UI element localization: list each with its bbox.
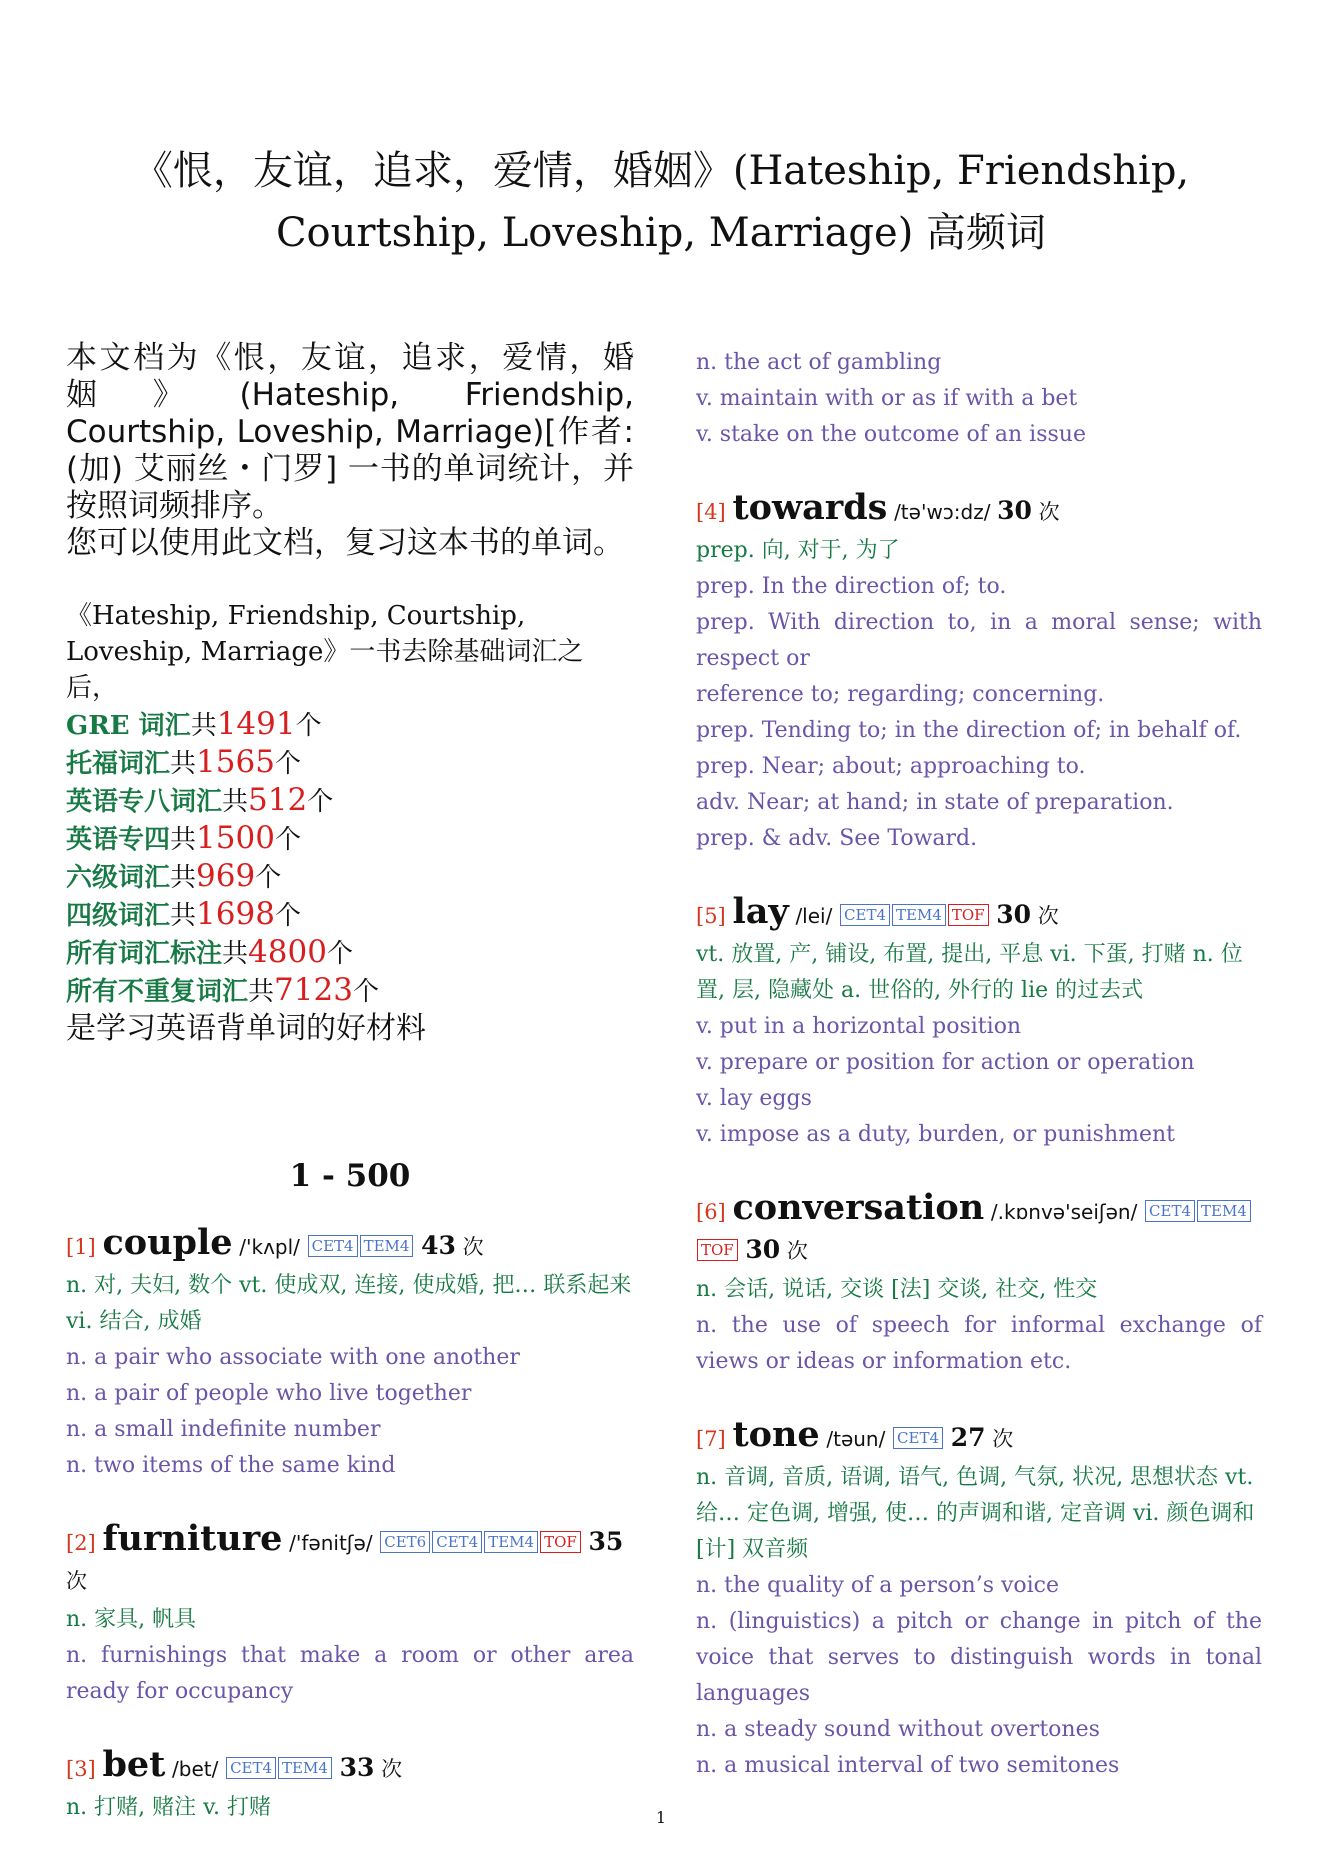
word-entry	[696, 1189, 1262, 1380]
stat-label: 四级词汇	[66, 901, 171, 931]
entry-header	[66, 1746, 634, 1788]
stat-label: 六级词汇	[66, 863, 171, 893]
entry-count-unit: 次	[66, 1569, 87, 1593]
stat-gong: 共	[222, 939, 249, 969]
stat-line	[66, 858, 634, 896]
entry-count-unit: 次	[992, 1427, 1014, 1451]
level-tag: CET4	[432, 1531, 482, 1553]
word-entry	[66, 1224, 634, 1484]
entry-header	[66, 1224, 634, 1266]
entry-header	[696, 1189, 1262, 1270]
word-entry	[696, 489, 1262, 857]
stat-unit: 个	[352, 977, 379, 1007]
entry-english-definition: reference to; regarding; concerning.	[696, 682, 1105, 707]
stat-line	[66, 706, 634, 744]
entry-english-definition: n. a musical interval of two semitones	[696, 1753, 1120, 1778]
stat-unit: 个	[255, 863, 282, 893]
stat-unit: 个	[326, 939, 353, 969]
stat-number: 969	[196, 858, 256, 894]
level-tag: TOF	[948, 904, 989, 926]
entry-count: 35	[588, 1527, 624, 1556]
entry-pronunciation: /lei/	[795, 904, 833, 928]
stats-list	[66, 706, 634, 1010]
stat-unit: 个	[274, 749, 301, 779]
stats-block	[66, 598, 634, 1048]
entry-english-definition: prep. Near; about; approaching to.	[696, 754, 1086, 779]
entry-count-unit: 次	[1038, 500, 1060, 524]
page-number: 1	[655, 1808, 667, 1827]
entry-index: [2]	[66, 1531, 96, 1555]
entry-english-definition: n. two items of the same kind	[66, 1453, 396, 1478]
stat-unit: 个	[274, 825, 301, 855]
level-tag: CET4	[226, 1757, 276, 1779]
stat-gong: 共	[170, 749, 197, 779]
stat-label: 英语专四	[66, 825, 171, 855]
entry-english-definition: n. the use of speech for informal exchange of views or ideas or information etc.	[696, 1313, 1262, 1374]
stat-label: 所有词汇标注	[66, 939, 223, 969]
level-tag: TEM4	[1197, 1200, 1251, 1222]
stat-number: 512	[248, 782, 308, 818]
entry-english-definition: prep. With direction to, in a moral sense; with respect or	[696, 610, 1262, 671]
entry-index: [7]	[696, 1427, 726, 1451]
book-sentence: 《Hateship, Friendship, Courtship, Loveship, Marriage》一书去除基础词汇之后，	[66, 601, 584, 703]
closing-line: 是学习英语背单词的好材料	[66, 1011, 426, 1046]
stat-gong: 共	[248, 977, 275, 1007]
entry-word: tone	[732, 1414, 820, 1455]
entry-index: [5]	[696, 904, 726, 928]
entry-count-unit: 次	[462, 1235, 484, 1259]
level-tag: TOF	[540, 1531, 581, 1553]
level-tag: CET4	[893, 1427, 943, 1449]
entry-english-definition: adv. Near; at hand; in state of preparation.	[696, 790, 1174, 815]
entry-chinese-definition: n. 打赌, 赌注 v. 打赌	[66, 1795, 271, 1820]
stat-number: 7123	[274, 972, 353, 1008]
level-tag: TEM4	[484, 1531, 538, 1553]
entry-word: lay	[732, 891, 789, 932]
entry-pronunciation: /bet/	[172, 1757, 219, 1781]
entry-word: conversation	[732, 1187, 985, 1228]
entry-english-definition: prep. Tending to; in the direction of; in behalf of.	[696, 718, 1242, 743]
stat-line	[66, 744, 634, 782]
stat-label: 托福词汇	[66, 749, 171, 779]
entry-word: furniture	[102, 1518, 283, 1559]
level-tag: CET4	[1145, 1200, 1195, 1222]
entry-pronunciation: /'kʌpl/	[239, 1235, 300, 1259]
stat-number: 1500	[196, 820, 275, 856]
entry-3-continued	[696, 345, 1262, 453]
level-tag: TEM4	[892, 904, 946, 926]
entry-english-definition: prep. In the direction of; to.	[696, 574, 1007, 599]
entry-header	[696, 893, 1262, 935]
entry-english-definition: prep. & adv. See Toward.	[696, 826, 978, 851]
entry-chinese-definition: n. 音调, 音质, 语调, 语气, 色调, 气氛, 状况, 思想状态 vt. 给… 定色调, 增强, 使… 的声调和谐, 定音调 vi. 颜色调和 [计] 双音频	[696, 1465, 1255, 1562]
entry-english-definition: v. impose as a duty, burden, or punishment	[696, 1122, 1176, 1147]
entry-chinese-definition: n. 家具, 帆具	[66, 1607, 197, 1632]
intro-paragraph: 本文档为《恨，友谊，追求，爱情，婚姻》(Hateship, Friendship, Courtship, Loveship, Marriage)[作者: (加) 艾丽丝・门罗] 一书的单词统计，并按照词频排序。	[66, 340, 634, 524]
entry-count: 30	[997, 496, 1032, 525]
entry-index: [6]	[696, 1200, 726, 1224]
entry-count: 43	[421, 1231, 456, 1260]
stat-gong: 共	[170, 825, 197, 855]
level-tag: TEM4	[360, 1235, 414, 1257]
entry-index: [3]	[66, 1757, 96, 1781]
entry-english-definition: v. stake on the outcome of an issue	[696, 422, 1086, 447]
range-heading: 1 - 500	[289, 1158, 411, 1194]
stat-line	[66, 782, 634, 820]
entry-english-definition: v. prepare or position for action or operation	[696, 1050, 1195, 1075]
entry-count-unit: 次	[786, 1239, 808, 1263]
entry-english-definition: v. lay eggs	[696, 1086, 812, 1111]
entry-header	[696, 1416, 1262, 1458]
entry-list-right	[696, 489, 1262, 1784]
entry-pronunciation: /tə'wɔ:dz/	[894, 500, 991, 524]
entry-english-definition: n. the quality of a person’s voice	[696, 1573, 1060, 1598]
stat-number: 4800	[248, 934, 327, 970]
level-tag: CET6	[380, 1531, 430, 1553]
stat-label: 所有不重复词汇	[66, 977, 249, 1007]
entry-word: couple	[102, 1222, 233, 1263]
entry-chinese-definition: prep. 向, 对于, 为了	[696, 538, 900, 563]
entry-english-definition: n. a pair of people who live together	[66, 1381, 472, 1406]
intro-paragraph-2: 您可以使用此文档，复习这本书的单词。	[66, 525, 624, 561]
right-column	[696, 345, 1262, 1820]
level-tag: CET4	[840, 904, 890, 926]
stat-line	[66, 820, 634, 858]
stat-label: 英语专八词汇	[66, 787, 223, 817]
entry-english-definition: v. maintain with or as if with a bet	[696, 386, 1078, 411]
stat-gong: 共	[190, 711, 217, 741]
entry-index: [4]	[696, 500, 726, 524]
stat-gong: 共	[170, 863, 197, 893]
document-title: 《恨，友谊，追求，爱情，婚姻》(Hateship, Friendship, Courtship, Loveship, Marriage) 高频词	[132, 148, 1190, 256]
entry-pronunciation: /təun/	[826, 1427, 886, 1451]
stat-label: GRE 词汇	[66, 711, 191, 741]
stat-number: 1491	[216, 706, 296, 742]
entry-chinese-definition: n. 对, 夫妇, 数个 vt. 使成双, 连接, 使成婚, 把… 联系起来 vi. 结合, 成婚	[66, 1273, 632, 1334]
stat-unit: 个	[274, 901, 301, 931]
entry-header	[66, 1520, 634, 1600]
entry-count: 30	[745, 1235, 781, 1264]
entry-count-unit: 次	[1037, 904, 1059, 928]
stat-line	[66, 972, 634, 1010]
entry-count: 30	[996, 900, 1032, 929]
entry-count: 33	[339, 1753, 375, 1782]
stat-gong: 共	[170, 901, 197, 931]
word-entry	[696, 1416, 1262, 1784]
stat-unit: 个	[307, 787, 334, 817]
stat-number: 1565	[196, 744, 275, 780]
level-tag: CET4	[308, 1235, 358, 1257]
entry-word: towards	[732, 487, 888, 528]
entry-count-unit: 次	[381, 1757, 403, 1781]
entry-english-definition: n. a pair who associate with one another	[66, 1345, 520, 1370]
entry-word: bet	[102, 1744, 166, 1785]
level-tag: TOF	[697, 1239, 738, 1261]
stat-line	[66, 934, 634, 972]
word-entry	[696, 893, 1262, 1153]
entry-count: 27	[950, 1423, 986, 1452]
level-tag: TEM4	[278, 1757, 332, 1779]
entry-header	[696, 489, 1262, 531]
entry-list-left	[66, 1224, 634, 1826]
entry-chinese-definition: n. 会话, 说话, 交谈 [法] 交谈, 社交, 性交	[696, 1277, 1098, 1302]
entry-english-definition: n. (linguistics) a pitch or change in pitch of the voice that serves to distinguish words in tonal languages	[696, 1609, 1262, 1706]
entry-english-definition: v. put in a horizontal position	[696, 1014, 1022, 1039]
entry-english-definition: n. furnishings that make a room or other area ready for occupancy	[66, 1643, 634, 1704]
stat-unit: 个	[295, 711, 322, 741]
entry-english-definition: n. a steady sound without overtones	[696, 1717, 1100, 1742]
entry-index: [1]	[66, 1235, 96, 1259]
entry-english-definition: n. a small indefinite number	[66, 1417, 381, 1442]
left-column	[66, 340, 634, 1826]
word-entry	[66, 1520, 634, 1710]
entry-pronunciation: /.kɒnvə'seiʃən/	[990, 1200, 1138, 1224]
entry-english-definition: n. the act of gambling	[696, 350, 942, 375]
stat-number: 1698	[196, 896, 275, 932]
stat-gong: 共	[222, 787, 249, 817]
stat-line	[66, 896, 634, 934]
entry-chinese-definition: vt. 放置, 产, 铺设, 布置, 提出, 平息 vi. 下蛋, 打赌 n. 位置, 层, 隐藏处 a. 世俗的, 外行的 lie 的过去式	[696, 942, 1243, 1003]
entry-pronunciation: /'fənitʃə/	[289, 1531, 373, 1555]
